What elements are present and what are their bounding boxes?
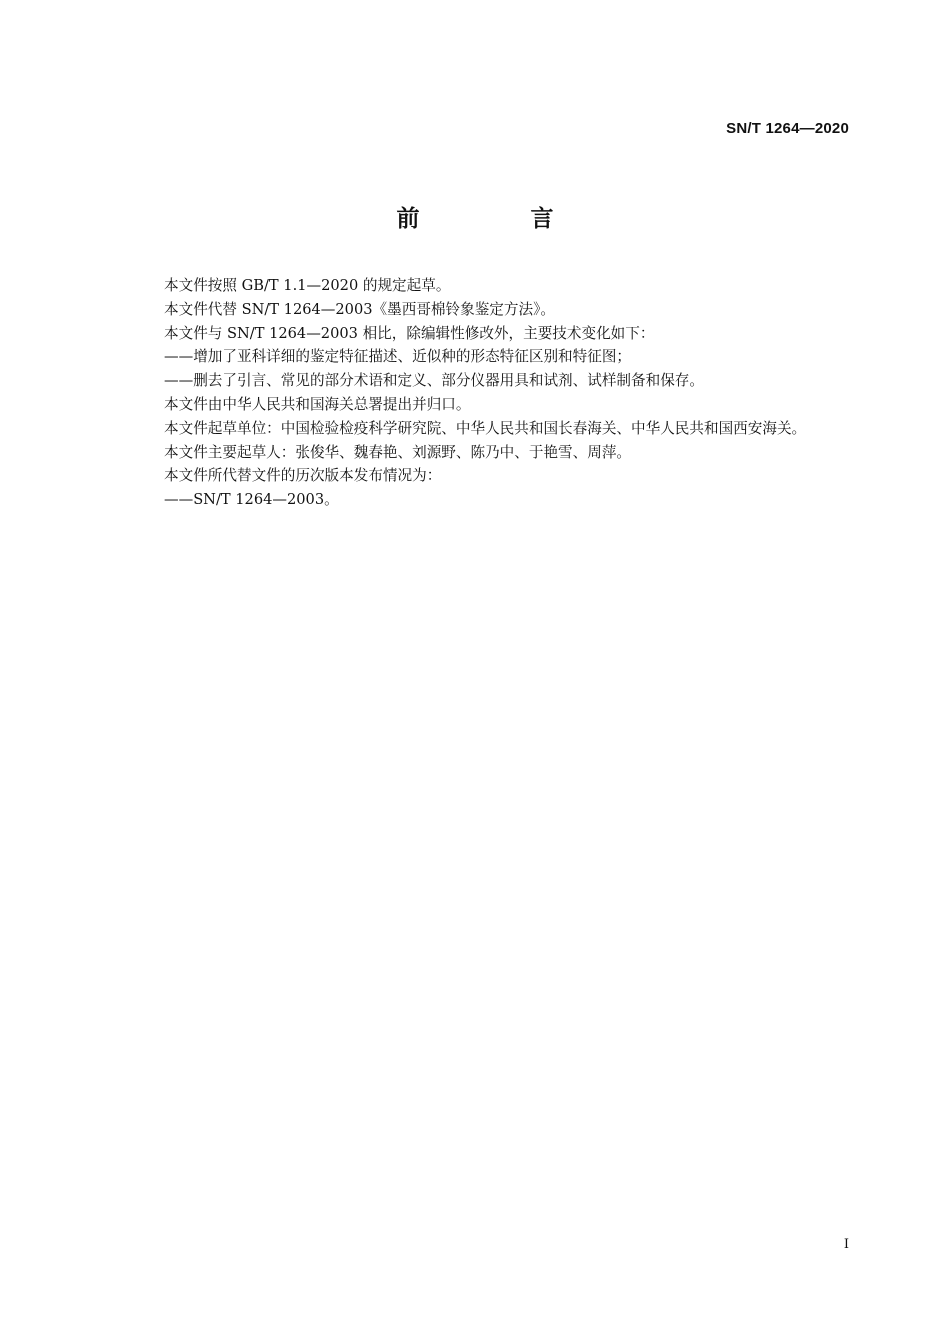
paragraph-proposed-by: 本文件由中华人民共和国海关总署提出并归口。: [164, 395, 471, 413]
paragraph-change-added: ——增加了亚科详细的鉴定特征描述、近似种的形态特征区别和特征图；: [164, 348, 632, 366]
paragraph-replaces: 本文件代替 SN/T 1264—2003《墨西哥棉铃象鉴定方法》。: [164, 300, 555, 318]
page-number: I: [843, 1237, 849, 1252]
page-title: 前 言: [396, 206, 598, 232]
paragraph-drafting-rules: 本文件按照 GB/T 1.1—2020 的规定起草。: [164, 277, 451, 294]
paragraph-history-intro: 本文件所代替文件的历次版本发布情况为：: [164, 467, 442, 485]
paragraph-changes-intro: 本文件与 SN/T 1264—2003 相比，除编辑性修改外，主要技术变化如下：: [164, 324, 655, 342]
paragraph-drafting-units: 本文件起草单位：中国检验检疫科学研究院、中华人民共和国长春海关、中华人民共和国西安海关。: [164, 419, 807, 437]
paragraph-drafters: 本文件主要起草人：张俊华、魏春艳、刘源野、陈乃中、于艳雪、周萍。: [164, 443, 632, 461]
paragraph-history-item: ——SN/T 1264—2003。: [164, 491, 339, 509]
document-code: SN/T 1264—2020: [726, 120, 849, 137]
paragraph-change-deleted: ——删去了引言、常见的部分术语和定义、部分仪器用具和试剂、试样制备和保存。: [164, 372, 704, 390]
foreword-body: [132, 274, 850, 512]
